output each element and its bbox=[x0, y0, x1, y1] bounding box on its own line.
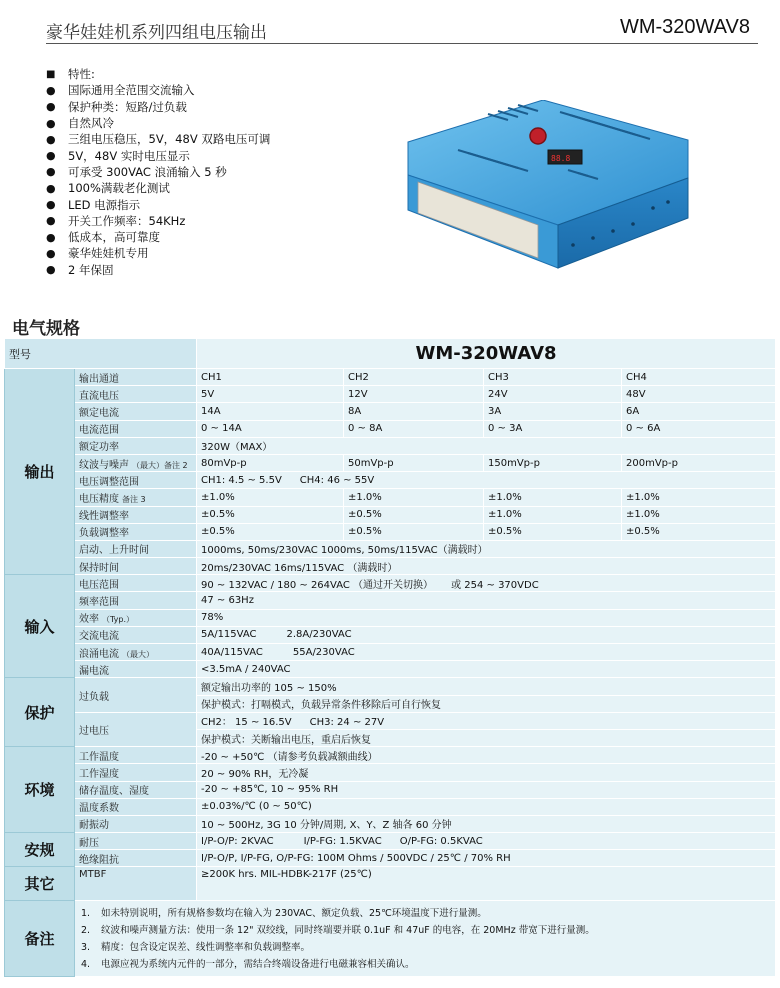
feature-item: ● 5V，48V 实时电压显示 bbox=[46, 148, 190, 163]
spec-table bbox=[4, 338, 776, 977]
group-input: 输入 bbox=[5, 575, 75, 678]
feature-item: ● 低成本，高可靠度 bbox=[46, 230, 160, 245]
table-row: 过电压 CH2： 15 ~ 16.5V CH3: 24 ~ 27V bbox=[5, 712, 776, 729]
note-item: 4. 电源应视为系统内元件的一部分，需结合终端设备进行电磁兼容相关确认。 bbox=[81, 958, 415, 970]
table-row: 工作湿度 20 ~ 90% RH，无冷凝 bbox=[5, 764, 776, 781]
group-other: 其它 bbox=[5, 867, 75, 901]
series-title: 豪华娃娃机系列四组电压输出 bbox=[46, 23, 267, 43]
feature-item: ● 豪华娃娃机专用 bbox=[46, 246, 149, 261]
notes-list bbox=[75, 901, 776, 977]
dot-bullet-icon: ● bbox=[46, 149, 56, 163]
group-notes: 备注 bbox=[5, 901, 75, 977]
feature-item: ● 2 年保固 bbox=[46, 262, 114, 277]
table-row: 电流范围 0 ~ 14A 0 ~ 8A 0 ~ 3A 0 ~ 6A bbox=[5, 420, 776, 437]
dot-bullet-icon: ● bbox=[46, 198, 56, 212]
dot-bullet-icon: ● bbox=[46, 116, 56, 130]
table-row: 输出 输出通道 CH1 CH2 CH3 CH4 bbox=[5, 369, 776, 386]
table-row: 保护模式：打嗝模式，负载异常条件移除后可自行恢复 bbox=[5, 695, 776, 712]
features-title-row bbox=[46, 66, 376, 82]
model-value: WM-320WAV8 bbox=[197, 339, 776, 369]
dot-bullet-icon: ● bbox=[46, 165, 56, 179]
table-row: 频率范围 47 ~ 63Hz bbox=[5, 592, 776, 609]
note-item: 3. 精度：包含设定误差、线性调整率和负载调整率。 bbox=[81, 941, 311, 953]
model-row bbox=[5, 339, 776, 369]
table-row: 温度系数 ±0.03%/℃ (0 ~ 50℃) bbox=[5, 798, 776, 815]
table-row: 电压调整范围 CH1: 4.5 ~ 5.5V CH4: 46 ~ 55V bbox=[5, 472, 776, 489]
table-row: 储存温度、湿度 -20 ~ +85℃, 10 ~ 95% RH bbox=[5, 781, 776, 798]
page-header bbox=[46, 14, 758, 44]
feature-item: ● 国际通用全范围交流输入 bbox=[46, 83, 195, 98]
model-label: 型号 bbox=[5, 339, 197, 369]
dot-bullet-icon: ● bbox=[46, 181, 56, 195]
table-row: 负载调整率 ±0.5% ±0.5% ±0.5% ±0.5% bbox=[5, 523, 776, 540]
dot-bullet-icon: ● bbox=[46, 83, 56, 97]
note-item: 2. 纹波和噪声测量方法：使用一条 12" 双绞线，同时终端要并联 0.1uF 和 47uF 的电容，在 20MHz 带宽下进行量测。 bbox=[81, 924, 595, 936]
feature-item: ● 保护种类：短路/过负载 bbox=[46, 99, 187, 114]
table-row: 其它 MTBF ≥200K hrs. MIL-HDBK-217F (25℃) bbox=[5, 867, 776, 901]
table-row: 电压精度 备注 3 ±1.0% ±1.0% ±1.0% ±1.0% bbox=[5, 489, 776, 506]
section-title: 电气规格 bbox=[12, 319, 80, 339]
feature-item: ● 开关工作频率：54KHz bbox=[46, 213, 186, 228]
dot-bullet-icon: ● bbox=[46, 230, 56, 244]
feature-item: ● 三组电压稳压，5V，48V 双路电压可调 bbox=[46, 132, 271, 147]
table-row: 环境 工作温度 -20 ~ +50℃ （请参考负载减额曲线） bbox=[5, 747, 776, 764]
model-number: WM-320WAV8 bbox=[619, 16, 750, 38]
table-row: 额定功率 320W（MAX） bbox=[5, 437, 776, 454]
power-supply-photo bbox=[388, 100, 708, 280]
table-row: 纹波与噪声 （最大）备注 2 80mVp-p 50mVp-p 150mVp-p 200mVp-p bbox=[5, 454, 776, 471]
feature-item: ● LED 电源指示 bbox=[46, 197, 141, 212]
table-row: 额定电流 14A 8A 3A 6A bbox=[5, 403, 776, 420]
dot-bullet-icon: ● bbox=[46, 246, 56, 260]
table-row: 浪涌电流 （最大） 40A/115VAC 55A/230VAC bbox=[5, 644, 776, 661]
dot-bullet-icon: ● bbox=[46, 132, 56, 146]
group-safety: 安规 bbox=[5, 833, 75, 867]
table-row: 线性调整率 ±0.5% ±0.5% ±1.0% ±1.0% bbox=[5, 506, 776, 523]
table-row: 输入 电压范围 90 ~ 132VAC / 180 ~ 264VAC （通过开关切换） 或 254 ~ 370VDC bbox=[5, 575, 776, 592]
square-bullet-icon: ■ bbox=[46, 68, 56, 80]
features-title: 特性: bbox=[68, 67, 95, 82]
feature-item: ● 可承受 300VAC 浪涌输入 5 秒 bbox=[46, 164, 227, 179]
feature-item: ● 自然风冷 bbox=[46, 116, 114, 131]
feature-item: ● 100%满载老化测试 bbox=[46, 181, 170, 196]
table-row: 漏电流 <3.5mA / 240VAC bbox=[5, 661, 776, 678]
group-output: 输出 bbox=[5, 369, 75, 575]
table-row: 保护 过负载 额定输出功率的 105 ~ 150% bbox=[5, 678, 776, 695]
table-row bbox=[5, 901, 776, 977]
features-list bbox=[46, 66, 376, 278]
note-item: 1. 如未特别说明，所有规格参数均在输入为 230VAC、额定负载、25℃环境温度下进行量测。 bbox=[81, 907, 487, 919]
table-row: 效率 （Typ.） 78% bbox=[5, 609, 776, 626]
group-environment: 环境 bbox=[5, 747, 75, 833]
table-row: 保持时间 20ms/230VAC 16ms/115VAC （满载时） bbox=[5, 558, 776, 575]
dot-bullet-icon: ● bbox=[46, 263, 56, 277]
table-row: 保护模式：关断输出电压，重启后恢复 bbox=[5, 729, 776, 746]
group-protection: 保护 bbox=[5, 678, 75, 747]
table-row: 交流电流 5A/115VAC 2.8A/230VAC bbox=[5, 626, 776, 643]
table-row: 耐振动 10 ~ 500Hz, 3G 10 分钟/周期, X、Y、Z 轴各 60 分钟 bbox=[5, 815, 776, 832]
table-row: 安规 耐压 I/P-O/P: 2KVAC I/P-FG: 1.5KVAC O/P-FG: 0.5KVAC bbox=[5, 833, 776, 850]
table-row: 直流电压 5V 12V 24V 48V bbox=[5, 386, 776, 403]
table-row: 启动、上升时间 1000ms, 50ms/230VAC 1000ms, 50ms/115VAC（满载时） bbox=[5, 540, 776, 557]
svg-text:88.8: 88.8 bbox=[551, 154, 571, 163]
dot-bullet-icon: ● bbox=[46, 214, 56, 228]
dot-bullet-icon: ● bbox=[46, 100, 56, 114]
table-row: 绝缘阻抗 I/P-O/P, I/P-FG, O/P-FG: 100M Ohms / 500VDC / 25℃ / 70% RH bbox=[5, 850, 776, 867]
